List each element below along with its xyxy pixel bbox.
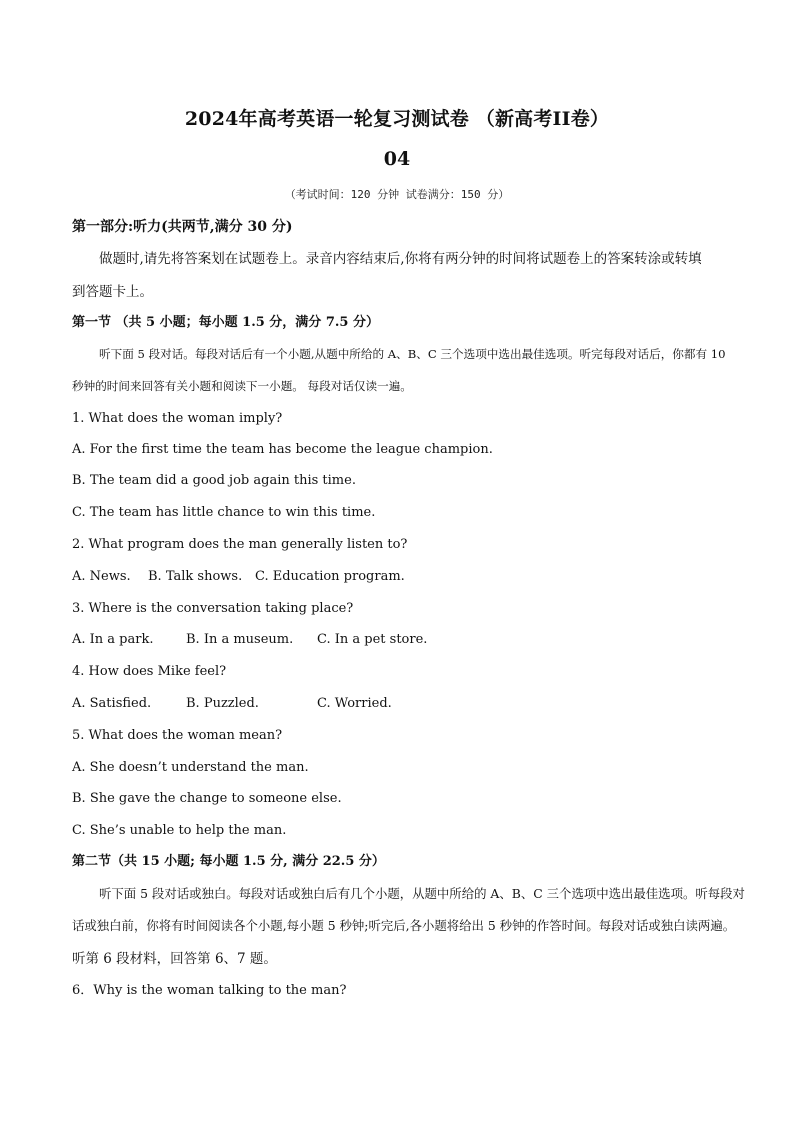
question-3-options — [72, 631, 427, 649]
question-5: 5. What does the woman mean? — [72, 728, 283, 743]
question-3: 3. Where is the conversation taking place? — [72, 601, 354, 616]
question-4-option-c: C. Worried. — [317, 696, 392, 711]
section1-instruction-line2: 秒钟的时间来回答有关小题和阅读下一小题。 每段对话仅读一遍。 — [72, 379, 412, 393]
question-1: 1. What does the woman imply? — [72, 411, 283, 426]
section2-heading: 第二节（共 15 小题; 每小题 1.5 分, 满分 22.5 分） — [72, 854, 385, 869]
section1-heading: 第一节 （共 5 小题；每小题 1.5 分，满分 7.5 分） — [72, 315, 379, 330]
material-intro: 听第 6 段材料，回答第 6、7 题。 — [72, 951, 277, 967]
question-5-option-b: B. She gave the change to someone else. — [72, 791, 342, 806]
question-2-option-b: B. Talk shows. — [148, 569, 243, 584]
question-1-option-c: C. The team has little chance to win this time. — [72, 505, 376, 520]
question-1-option-a: A. For the first time the team has become the league champion. — [72, 442, 493, 457]
section1-instruction-line1: 听下面 5 段对话。每段对话后有一个小题,从题中所给的 A、B、C 三个选项中选出最佳选项。听完每段对话后，你都有 10 — [99, 347, 726, 361]
question-6: 6．Why is the woman talking to the man? — [72, 983, 347, 998]
question-3-option-b: B. In a museum. — [186, 632, 294, 647]
part1-instruction-line1: 做题时,请先将答案划在试题卷上。录音内容结束后,你将有两分钟的时间将试题卷上的答案转涂或转填 — [99, 251, 702, 267]
section2-instruction-line2: 话或独白前，你将有时间阅读各个小题,每小题 5 秒钟;听完后,各小题将给出 5 秒钟的作答时间。每段对话或独白读两遍。 — [72, 918, 736, 933]
question-3-option-c: C. In a pet store. — [317, 632, 428, 647]
section2-instruction-line1: 听下面 5 段对话或独白。每段对话或独白后有几个小题，从题中所给的 A、B、C 三个选项中选出最佳选项。听每段对 — [99, 886, 745, 901]
question-4: 4. How does Mike feel? — [72, 664, 227, 679]
question-5-option-c: C. She’s unable to help the man. — [72, 823, 287, 838]
part1-heading: 第一部分:听力(共两节,满分 30 分) — [72, 219, 293, 235]
question-3-option-a: A. In a park. — [72, 632, 154, 647]
question-2-option-c: C. Education program. — [255, 569, 405, 584]
part1-instruction-line2: 到答题卡上。 — [72, 284, 153, 300]
question-4-options — [72, 695, 392, 713]
paper-number: 04 — [383, 148, 411, 170]
question-2-option-a: A. News. — [72, 569, 131, 584]
question-2-options — [72, 568, 405, 586]
exam-info: （考试时间：120 分钟 试卷满分：150 分） — [284, 188, 510, 201]
question-2: 2. What program does the man generally listen to? — [72, 537, 408, 552]
question-4-option-b: B. Puzzled. — [186, 696, 259, 711]
page-title: 2024年高考英语一轮复习测试卷 （新高考II卷） — [184, 108, 610, 130]
question-4-option-a: A. Satisfied. — [72, 696, 152, 711]
question-1-option-b: B. The team did a good job again this time. — [72, 473, 356, 488]
question-5-option-a: A. She doesn’t understand the man. — [72, 760, 309, 775]
